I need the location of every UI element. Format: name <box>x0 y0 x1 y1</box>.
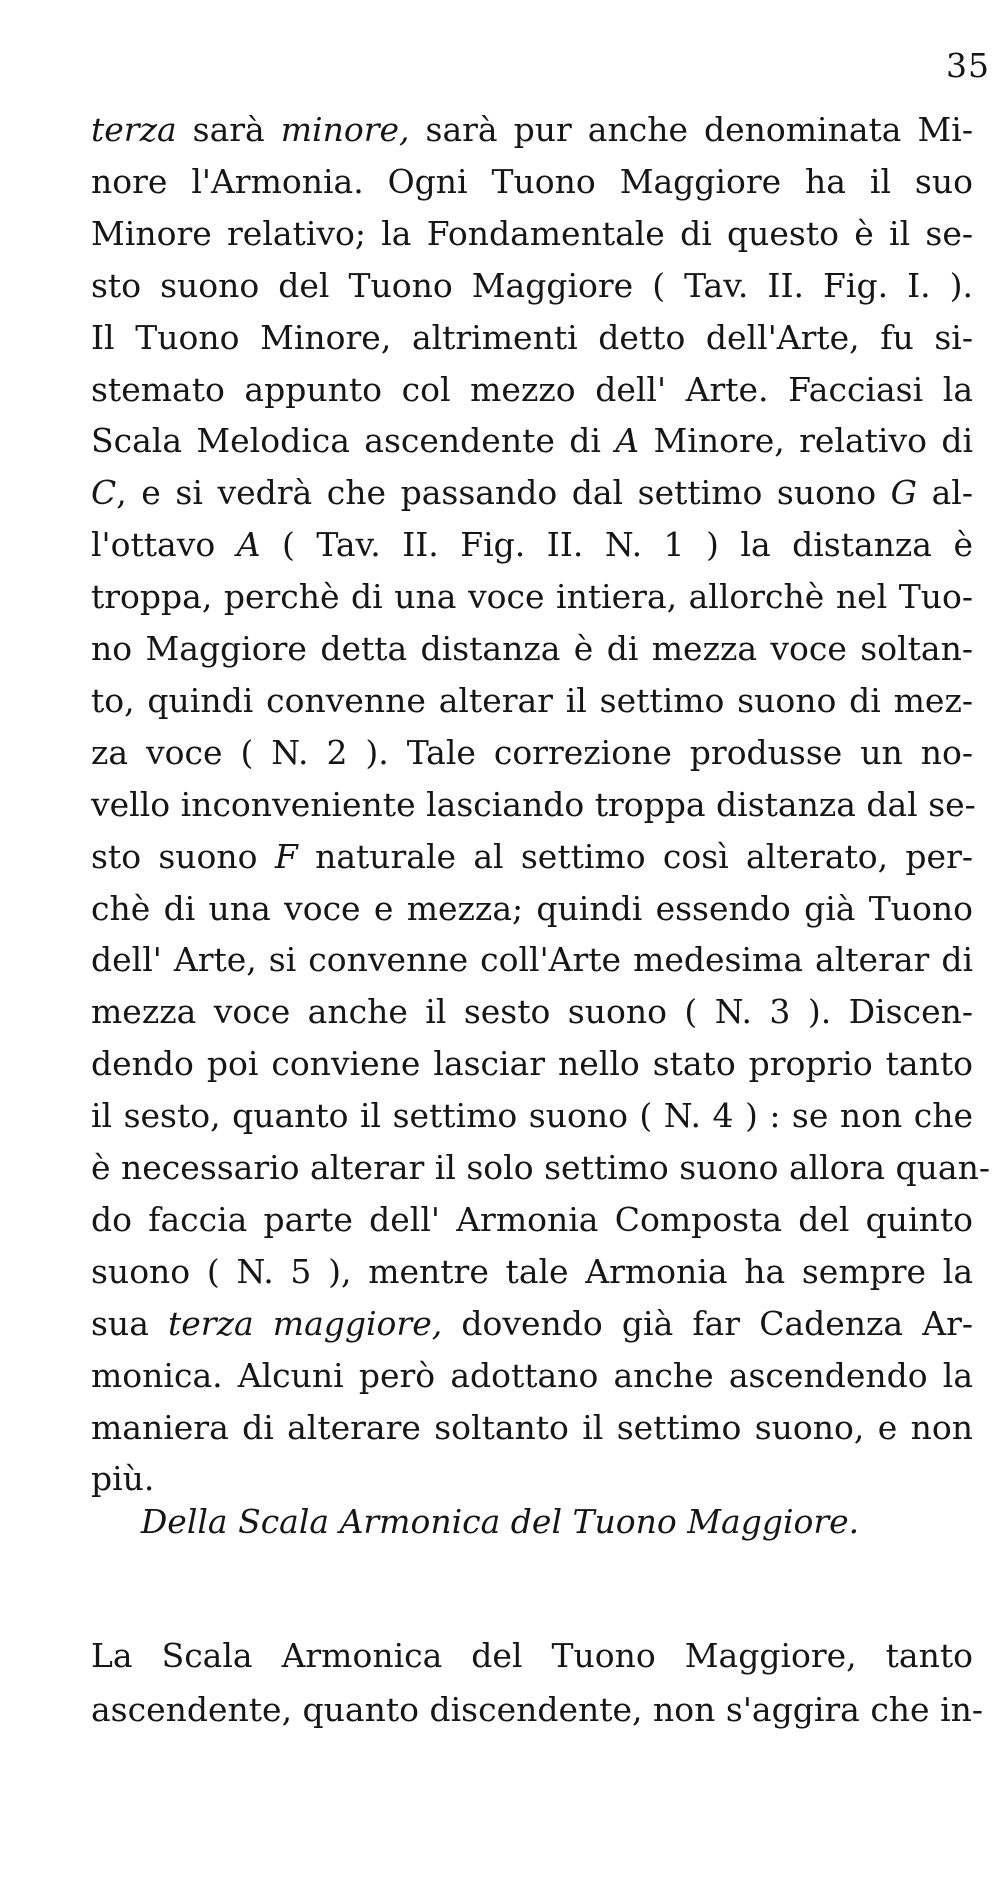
text-segment: dovendo già far Cadenza Ar- <box>442 1303 974 1343</box>
text-segment: A <box>615 421 640 461</box>
text-segment: ( Tav. II. Fig. II. N. 1 ) la distanza è <box>260 525 973 565</box>
text-line <box>91 837 973 877</box>
text-segment: nore l'Armonia. Ogni Tuono Maggiore ha il suo <box>91 161 973 201</box>
text-line <box>91 1096 973 1136</box>
text-line <box>91 784 976 825</box>
text-line <box>91 214 973 254</box>
text-line <box>91 629 973 669</box>
text-segment: do faccia parte dell' Armonia Composta del quinto <box>91 1199 973 1239</box>
text-segment: sarà pur anche denominata Mi- <box>409 110 973 149</box>
text-line <box>91 525 973 565</box>
section-heading: Della Scala Armonica del Tuono Maggiore. <box>140 1502 860 1541</box>
text-segment: G <box>890 473 918 513</box>
text-segment: sto suono del Tuono Maggiore ( Tav. II. Fig. I. ). <box>91 265 973 305</box>
text-line <box>91 318 973 358</box>
text-segment: Minore relativo; la Fondamentale di questo è il se- <box>91 213 973 253</box>
text-segment: il sesto, quanto il settimo suono ( N. 4 ) : se non che <box>91 1096 973 1136</box>
text-line <box>91 577 973 617</box>
text-segment: naturale al settimo così alterato, per- <box>297 836 973 876</box>
text-line <box>91 473 973 513</box>
text-segment: mezza voce anche il sesto suono ( N. 3 ). Discen- <box>91 992 973 1032</box>
text-line <box>91 1636 973 1676</box>
text-line <box>91 1148 990 1188</box>
text-line <box>91 266 973 306</box>
text-segment: al- <box>917 473 973 513</box>
text-segment: minore, <box>280 110 410 149</box>
text-segment: , e si vedrà che passando dal settimo suono <box>116 473 891 513</box>
text-line <box>91 733 973 773</box>
text-line <box>91 1459 973 1499</box>
text-segment: più. <box>91 1459 155 1499</box>
text-segment: La Scala Armonica del Tuono Maggiore, tanto <box>91 1636 973 1675</box>
text-segment: troppa, perchè di una voce intiera, allorchè nel Tuo- <box>91 577 973 617</box>
text-segment: stemato appunto col mezzo dell' Arte. Facciasi la <box>91 369 973 409</box>
text-segment: terza <box>91 110 177 149</box>
text-line <box>91 370 973 410</box>
text-segment: maniera di alterare soltanto il settimo suono, e non <box>91 1407 973 1447</box>
text-segment: Scala Melodica ascendente di <box>91 421 616 461</box>
text-segment: monica. Alcuni però adottano anche ascendendo la <box>91 1355 973 1395</box>
text-line <box>91 940 973 980</box>
text-segment: no Maggiore detta distanza è di mezza voce soltan- <box>91 629 973 668</box>
text-segment: è necessario alterar il solo settimo suono allora quan- <box>91 1148 990 1187</box>
text-segment: to, quindi convenne alterar il settimo suono di mez- <box>91 680 973 720</box>
text-segment: dendo poi conviene lasciar nello stato proprio tanto <box>91 1044 973 1084</box>
text-segment: dell' Arte, si convenne coll'Arte medesima alterar di <box>91 940 973 980</box>
text-line <box>91 1304 973 1344</box>
text-line <box>91 1252 973 1292</box>
text-segment: chè di una voce e mezza; quindi essendo già Tuono <box>91 888 973 928</box>
text-segment: terza maggiore, <box>168 1303 443 1343</box>
text-line <box>91 681 973 721</box>
text-segment: ascendente, quanto discendente, non s'aggira che in- <box>91 1690 984 1729</box>
page-number: 35 <box>946 46 990 85</box>
text-segment: Il Tuono Minore, altrimenti detto dell'Arte, fu si- <box>91 317 973 357</box>
text-line <box>91 1408 973 1448</box>
text-segment: sua <box>91 1303 169 1343</box>
text-line <box>91 1356 973 1396</box>
text-line <box>91 162 973 202</box>
text-segment: sarà <box>176 110 281 149</box>
text-segment: suono ( N. 5 ), mentre tale Armonia ha sempre la <box>91 1251 973 1291</box>
text-segment: F <box>274 836 298 876</box>
text-line <box>91 110 973 150</box>
text-segment: C <box>91 473 117 513</box>
text-line <box>91 1690 984 1730</box>
text-segment: za voce ( N. 2 ). Tale correzione produsse un no- <box>91 732 973 772</box>
text-line <box>91 1044 973 1084</box>
text-segment: Minore, relativo di <box>639 421 974 461</box>
text-line <box>91 421 973 461</box>
text-line <box>91 992 973 1032</box>
text-segment: vello inconveniente lasciando troppa distanza dal se- <box>91 784 976 824</box>
text-segment: A <box>236 525 261 565</box>
text-line <box>91 889 973 929</box>
text-segment: l'ottavo <box>91 525 237 565</box>
text-segment: sto suono <box>91 836 275 876</box>
text-line <box>91 1200 973 1240</box>
